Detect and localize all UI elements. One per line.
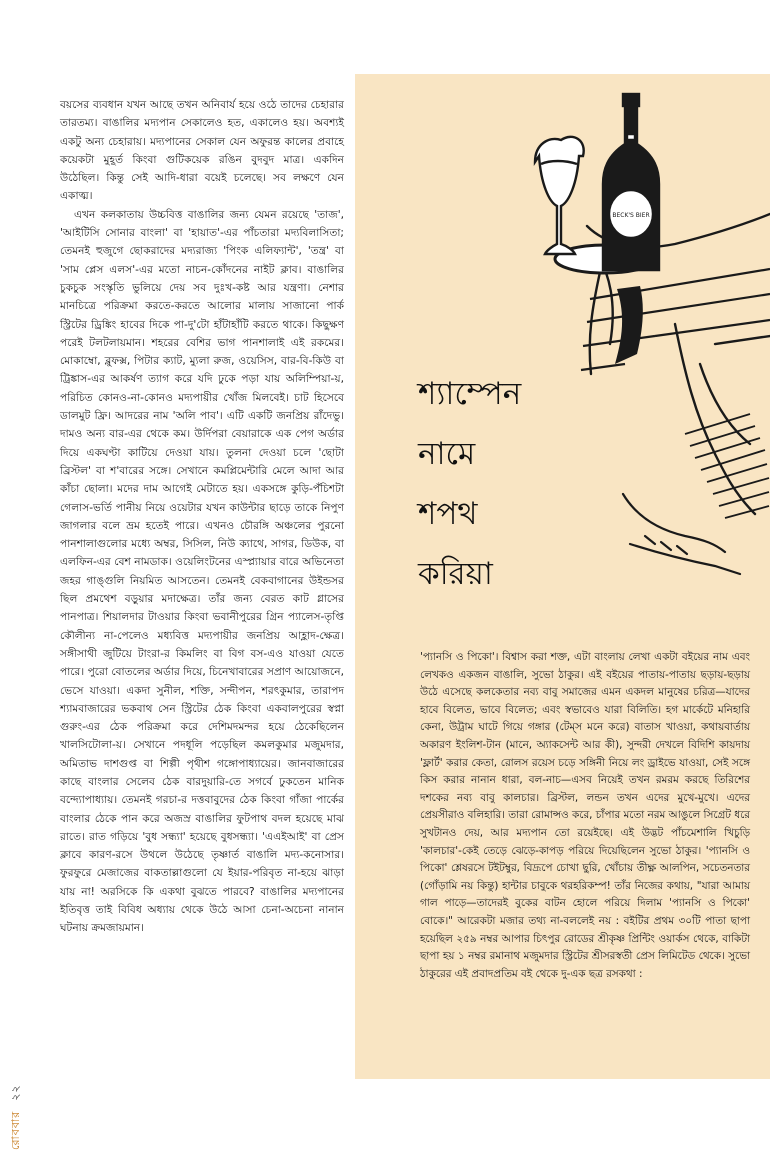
panel-paragraph: 'প্যানসি ও পিকো'। বিশ্বাস করা শক্ত, এটা বাংলায় লেখা একটা বইয়ের নাম এবং লেখকও একজন বাঙালি, সুভো ঠাকুর। এই বইয়ের পাতায়-পাতায় ছড়ায়-ছড়ায় উঠে এসেছে কলকেতার নব্য বাবু সমাজের এমন একদল মানুষের চরিত্র—যাদের হাবে বিলেত, ভাবে বিলেত; এবং স্বভাবেও যারা বিলিতি। হগ মার্কেটে মনিহারি কেনা, উট্রাম ঘাটে গিয়ে গঙ্গার (টেম্‌স মনে করে) বাতাস খাওয়া, কথায়বার্তায় অকারণ ইংলিশ-টান (মানে, অ্যাকসেন্ট আর কী), সুন্দরী দেখলে বিদিশি কায়দায় 'ফ্লার্ট' করার কেতা, রোলস রয়েস চড়ে সঙ্গিনী নিয়ে লং ড্রাইভে যাওয়া, সেই সঙ্গে কিস করার নানান ধারা, বল-নাচ—এসব নিয়েই তখন রমরম করছে তিরিশের দশকের নব্য বাবু কালচার। ব্রিস্টল, লন্ডন তখন এদের মুখে-মুখে। এদের প্রেয়সীরাও বলিহারি। তারা রোমান্সও করে, চাঁপার মতো নরম আঙুলে সিগ্রেট ধরে সুখটানও দেয়, আর মদ্যপান তো রয়েইছে। এই উদ্ভট পাঁচমেশালি খিচুড়ি 'কালচার'-কেই তেড়ে ঝেড়ে-কাপড় পরিয়ে দিয়েছিলেন সুভো ঠাকুর। 'প্যানসি ও পিকো' শ্লেষরসে টইটম্বুর, বিদ্রূপে চোখা ছুরি, খোঁচায় তীক্ষ্ণ আলপিন, সচেতনতার (গোঁড়ামি নয় কিন্তু) হান্টার চাবুকে থরহরিকম্প! তাঁর নিজের কথায়, "যারা আমায় গাল পাড়ে—তাদেরই বুকের বাটন হোলে পরিয়ে দিলাম 'প্যানসি ও পিকো' বোকে।" আরেকটা মজার তথ্য না-বললেই নয় : বইটির প্রথম ৩০টি পাতা ছাপা হয়েছিল ২৫৯ নম্বর আপার চিৎপুর রোডের শ্রীকৃষ্ণ প্রিন্টিং ওয়ার্কস থেকে, বাকিটা ছাপা হয় ১ নম্বর রমানাথ মজুমদার স্ট্রিটের শ্রীসরস্বতী প্রেস লিমিটেড থেকে। সুভো ঠাকুরের এই প্রবাদপ্রতিম বই থেকে দু-এক ছত্র রসকথা : — [420, 651, 750, 980]
left-paragraph-2: এখন কলকাতায় উচ্চবিত্ত বাঙালির জন্য যেমন রয়েছে 'তাজ', 'আইটিসি সোনার বাংলা' বা 'হায়াত'-এর পাঁচতারা মদ্যবিলাসিতা; তেমনই হুজুগে ছোকরাদের মদ্যরাজ্য 'পিংক এলিফ্যান্ট', 'তন্ত্র' বা 'সাম প্লেস এলস'-এর মতো নাচন-কোঁদনের নাইট ক্লাব। বাঙালির চুকচুক সংস্কৃতি ভুলিয়ে দেয় সব দুঃখ-কষ্ট আর যন্ত্রণা। নেশার মানচিত্রে পরিক্রমা করতে-করতে আলোর মালায় সাজানো পার্ক স্ট্রিটের ড্রিঙ্কিং হাবের দিকে পা-দু'টো হাঁটাহাঁটি করতে থাকে। কিছুক্ষণ পরেই টলটলায়মান। শহরের বেশির ভাগ পানশালাই এই রকমের। মোকাম্বো, ব্লুফক্স, পিটার ক্যাট, ম্যুলা রুজ, ওয়েসিস, বার-বি-কিউ বা ট্রিঙ্কাস-এর আকর্ষণ ত্যাগ করে যদি ঢুকে পড়া যায় অলিম্পিয়া-য়, পরিচিত কোনও-না-কোনও মদ্যপায়ীর খোঁজ মিলবেই। চাট হিসেবে ডালমুট ফ্রি। আদরের নাম 'অলি পাব'। এটি একটি জনপ্রিয় রাঁদেভু। দামও অন্য বার-এর থেকে কম। উর্দিপরা বেয়ারাকে এক পেগ অর্ডার দিয়ে একঘণ্টা কাটিয়ে দেওয়া যায়। তুলনা দেওয়া চলে 'ছোটা ব্রিস্টল' বা শ'বারের সঙ্গে। সেখানে কমপ্লিমেন্টারি মেলে আদা আর কাঁচা ছোলা। মদের দাম আগেই মেটাতে হয়। একসঙ্গে কুড়ি-পঁচিশটা গেলাস-ভর্তি পানীয় নিয়ে ওয়েটার যখন কাউন্টার ছাড়ে তাকে নিপুণ জাগলার বলে ভ্রম হতেই পারে। এখনও চৌরঙ্গি অঞ্চলের পুরনো পানশালাগুলোর মধ্যে অম্বর, সিসিল, নিউ ক্যাথে, সাগর, ডিউক, বা এলফিন-এর বেশ নামডাক। ওয়েলিংটনের এস্প্ল্যায়ার বারে অভিনেতা জহর গাঙ্গুলি নিয়মিত আসতেন। তেমনই বেকবাগানের উইন্ডসর ছিল প্রমথেশ বড়ুয়ার মদাক্ষেত্র। তাঁর জন্য বেরত কাট গ্লাসের পানপাত্র। শিয়ালদার টাওয়ার কিংবা ভবানীপুরের গ্রিন প্যালেস-তৃপ্তি কৌলীন্য না-পেলেও মধ্যবিত্ত মদ্যপায়ীর জনপ্রিয় আহ্লাদ-ক্ষেত্র। সঙ্গীসাথী জুটিয়ে টাংরা-র কিমলিং বা বিগ বস-এও যাওয়া যেতে পারে। পুরো বোতলের অর্ডার দিয়ে, চিনেখাবারের সপ্রাণ আয়োজনে, ভেসে যাওয়া। একদা সুনীল, শক্তি, সন্দীপন, শরৎকুমার, তারাপদ শ্যামবাজারের ভকবাথ সেন স্ট্রিটের ঠেক কিংবা একবালপুরের স্বপ্না গুরুং-এর ঠেক পরিক্রমা করে দেশিমদমন্দর হয়ে ঠেকেছিলেন খালসিটোলা-য়। সেখানে পদধূলি পড়েছিল কমলকুমার মজুমদার, অমিতাভ দাশগুপ্ত বা শিল্পী পৃথীশ গঙ্গোপাধ্যায়ের। জানবাজারের কাছে বাংলার সেলেব ঠেক বারদুয়ারি-তে সগর্বে ঢুকতেন মানিক বন্দ্যোপাধ্যায়। তেমনই গরচা-র দত্তবাবুদের ঠেক কিংবা গাঁজা পার্কের বাংলার ঠেকে পান করে অজস্র বাঙালির ফুটপাথ বদল হয়েছে মাঝ রাতে। রাত গড়িয়ে 'বুধ সন্ধ্যা' হয়েছে বুধসন্ধ্যা। 'এএইআই' বা প্রেস ক্লাবে কারণ-রসে উথলে উঠেছে তৃষ্ণার্ত বাঙালি মদ্য-কনোসার। ফুরফুরে মেজাজের বাকতাল্লাগুলো যে ইয়ার-পরিবৃত না-হয়ে ঝাড়া যায় না! অরসিকে কি একথা বুঝতে পারবে? বাঙালির মদ্যপানের ইতিবৃত্ত তাই বিবিধ অধ্যায় থেকে উঠে আসা চেনা-অচেনা নানান ঘটনায় ক্রমজায়মান। — [60, 208, 344, 935]
magazine-name: রোববার — [8, 1110, 22, 1150]
left-paragraph-1: বয়সের ব্যবধান যখন আছে তখন অনিবার্য হয়ে ওঠে তাদের চেহারার তারতম্য। বাঙালির মদ্যপান সেকালেও হত, একালেও হয়। অবশ্যই একটু অন্য চেহারায়। মদ্যপানের সেকাল যেন অফুরন্ত কালের প্রবাহে কয়েকটা মুহূর্ত কিংবা গুটিকয়েক রঙিন বুদবুদ মাত্র। একদিন উঠেছিল। কিন্তু সেই আদি-ধারা বয়েই চলেছে। সব লক্ষণে যেন একাত্ম। — [60, 99, 344, 203]
sidebar-panel — [355, 74, 770, 1079]
headline-line-4: করিয়া — [418, 556, 493, 592]
feet — [623, 494, 740, 574]
beer-glass — [535, 137, 584, 254]
headline-line-3: শপথ — [418, 496, 478, 532]
cloth-shape — [615, 286, 643, 364]
headline-line-2: নামে — [418, 436, 476, 472]
beer-bottle — [603, 94, 659, 270]
trouser-hatching — [685, 414, 769, 518]
page-folio — [6, 1040, 26, 1150]
headline-line-1: শ্যাম্পেন — [418, 376, 522, 412]
panel-headline — [418, 364, 521, 604]
panel-body-text — [420, 649, 750, 983]
page-number: ২২ — [8, 1084, 22, 1101]
left-article-column — [60, 96, 344, 938]
bottle-label-text: BECK'S BIER — [612, 212, 650, 219]
